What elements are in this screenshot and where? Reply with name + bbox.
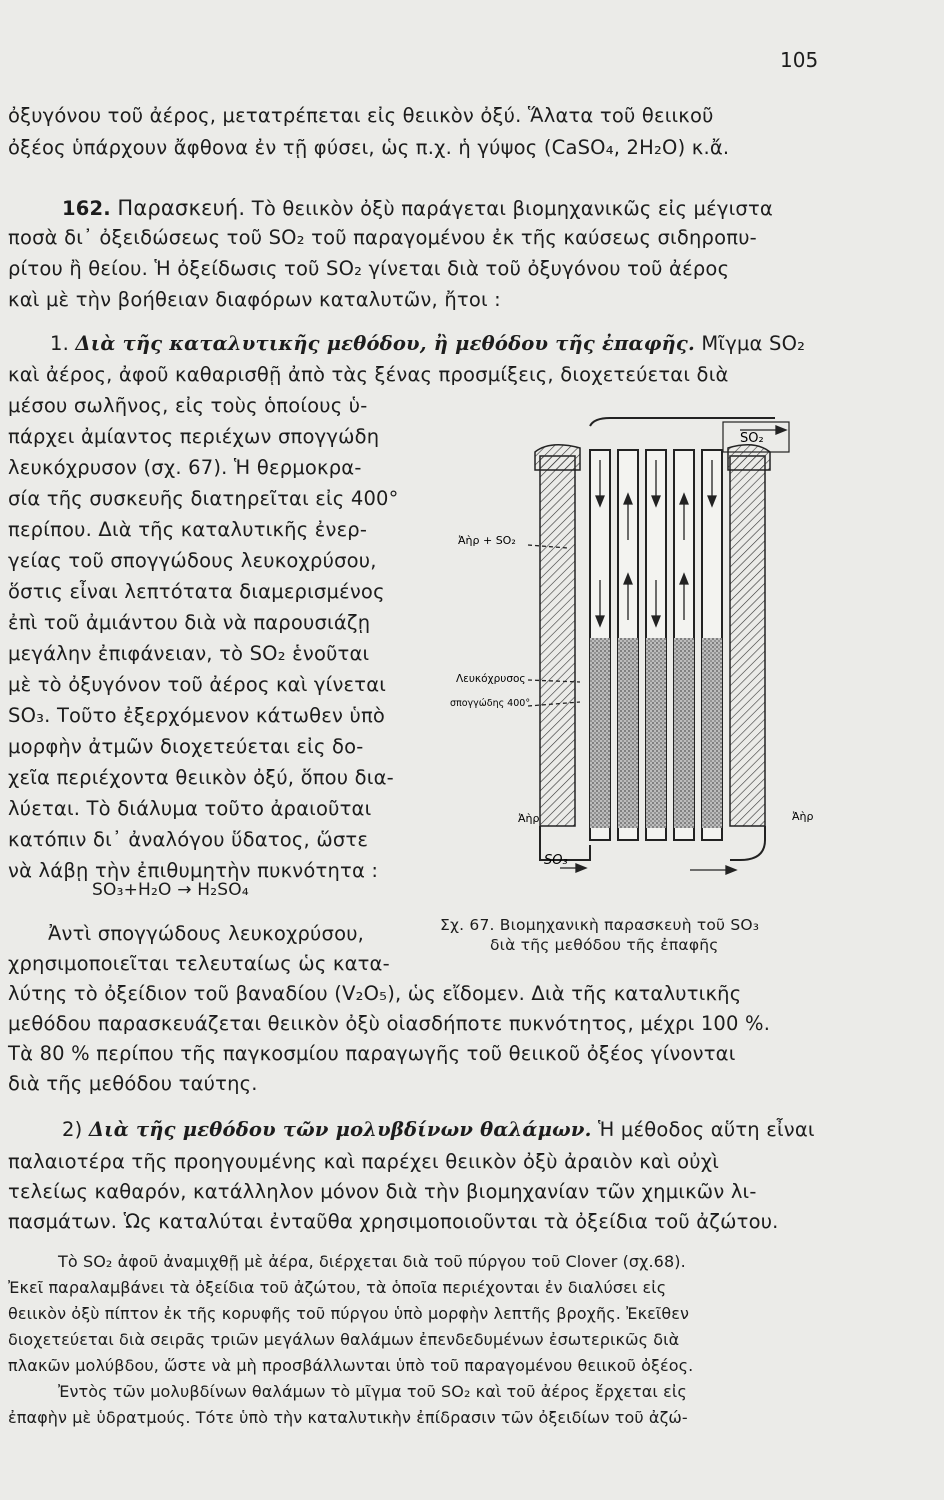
section-title: Παρασκευή. — [117, 196, 246, 220]
method2-heading-rest: Ἡ μέθοδος αὕτη εἶναι — [597, 1118, 815, 1141]
fig-label-air-left: Ἀὴρ — [518, 812, 540, 825]
method1-full-line-3: Τὰ 80 % περίπου τῆς παγκοσμίου παραγωγῆς τοῦ θειικοῦ ὀξέος γίνονται — [8, 1042, 736, 1065]
small-line-3: θειικὸν ὀξὺ πίπτον ἐκ τῆς κορυφῆς τοῦ πύργου ὑπὸ μορφὴν λεπτῆς βροχῆς. Ἐκεῖθεν — [8, 1304, 690, 1323]
method2-heading-line — [62, 1118, 815, 1141]
small-line-5: πλακῶν μολύβδου, ὥστε νὰ μὴ προσβάλλωνται ὑπὸ τοῦ παραγομένου θειικοῦ ὀξέος. — [8, 1356, 694, 1375]
method1-full-line-1: λύτης τὸ ὀξείδιον τοῦ βαναδίου (V₂O₅), ὡς εἴδομεν. Διὰ τῆς καταλυτικῆς — [8, 982, 742, 1005]
method1-narrow-line: μέσου σωλῆνος, εἰς τοὺς ὁποίους ὑ- — [8, 394, 368, 417]
figure-caption-1: Σχ. 67. Βιομηχανικὴ παρασκευὴ τοῦ SO₃ — [440, 916, 760, 934]
section-line-2: ρίτου ἢ θείου. Ἡ ὀξείδωσις τοῦ SO₂ γίνεται διὰ τοῦ ὀξυγόνου τοῦ ἀέρος — [8, 257, 730, 280]
figure-caption-2: διὰ τῆς μεθόδου τῆς ἐπαφῆς — [490, 936, 719, 954]
figure-67-apparatus — [440, 390, 840, 890]
method2-line-1: παλαιοτέρα τῆς προηγουμένης καὶ παρέχει θειικὸν ὀξὺ ἀραιὸν καὶ οὐχὶ — [8, 1150, 720, 1173]
section-line-1: ποσὰ δι᾽ ὀξειδώσεως τοῦ SO₂ τοῦ παραγομένου ἐκ τῆς καύσεως σιδηροπυ- — [8, 226, 757, 249]
method1-narrow-line: μεγάλην ἐπιφάνειαν, τὸ SO₂ ἑνοῦται — [8, 642, 370, 665]
method1-line-2: καὶ ἀέρος, ἀφοῦ καθαρισθῇ ἀπὸ τὰς ξένας προσμίξεις, διοχετεύεται διὰ — [8, 363, 729, 386]
small-line-6: Ἐντὸς τῶν μολυβδίνων θαλάμων τὸ μῖγμα τοῦ SO₂ καὶ τοῦ ἀέρος ἔρχεται εἰς — [58, 1382, 687, 1401]
equation: SO₃+H₂O → H₂SO₄ — [92, 880, 249, 900]
fig-label-air-so2: Ἀὴρ + SO₂ — [458, 534, 516, 547]
section-first-line: Τὸ θειικὸν ὀξὺ παράγεται βιομηχανικῶς εἰς μέγιστα — [251, 197, 773, 220]
section-line-3: καὶ μὲ τὴν βοήθειαν διαφόρων καταλυτῶν, ἤτοι : — [8, 288, 501, 311]
method2-line-3: πασμάτων. Ὡς καταλύται ἐνταῦθα χρησιμοποιοῦνται τὰ ὀξείδια τοῦ ἀζώτου. — [8, 1210, 779, 1233]
method1-narrow-line: χεῖα περιέχοντα θειικὸν ὀξύ, ὅπου δια- — [8, 766, 394, 789]
catalyst-tubes — [590, 450, 722, 840]
small-line-1: Τὸ SO₂ ἀφοῦ ἀναμιχθῇ μὲ ἀέρα, διέρχεται διὰ τοῦ πύργου τοῦ Clover (σχ.68). — [58, 1252, 686, 1271]
method1-after-fig-line: Ἀντὶ σπογγώδους λευκοχρύσου, — [48, 922, 365, 945]
method1-narrow-line: λύεται. Τὸ διάλυμα τοῦτο ἀραιοῦται — [8, 797, 372, 820]
method1-number: 1. — [50, 332, 70, 355]
method1-narrow-line: SO₃. Τοῦτο ἐξερχόμενον κάτωθεν ὑπὸ — [8, 704, 386, 727]
small-line-2: Ἐκεῖ παραλαμβάνει τὰ ὀξείδια τοῦ ἀζώτου, τὰ ὁποῖα περιέχονται ἐν διαλύσει εἰς — [8, 1278, 667, 1297]
fig-label-platinum-2: σπογγώδης 400° — [450, 698, 531, 709]
method1-narrow-line: περίπου. Διὰ τῆς καταλυτικῆς ἐνερ- — [8, 518, 368, 541]
method1-narrow-line: νὰ λάβῃ τὴν ἐπιθυμητὴν πυκνότητα : — [8, 859, 379, 882]
fig-label-so2: SO₂ — [740, 431, 764, 446]
method1-narrow-line: ὅστις εἶναι λεπτότατα διαμερισμένος — [8, 580, 385, 603]
fig-label-so3: SO₃ — [544, 853, 568, 868]
method1-heading-line — [50, 332, 805, 355]
intro-line-2: ὀξέος ὑπάρχουν ἄφθονα ἐν τῇ φύσει, ὡς π.χ. ἡ γύψος (CaSO₄, 2H₂O) κ.ἄ. — [8, 136, 730, 159]
method1-narrow-line: μὲ τὸ ὀξυγόνον τοῦ ἀέρος καὶ γίνεται — [8, 673, 387, 696]
method2-number: 2) — [62, 1118, 83, 1141]
method2-line-2: τελείως καθαρόν, κατάλληλον μόνον διὰ τὴν βιομηχανίαν τῶν χημικῶν λι- — [8, 1180, 757, 1203]
method1-full-line-2: μεθόδου παρασκευάζεται θειικὸν ὀξὺ οἱασδήποτε πυκνότητος, μέχρι 100 %. — [8, 1012, 771, 1035]
section-heading-line — [62, 196, 773, 220]
method1-narrow-line: γείας τοῦ σπογγώδους λευκοχρύσου, — [8, 549, 377, 572]
method1-narrow-line: κατόπιν δι᾽ ἀναλόγου ὕδατος, ὥστε — [8, 828, 369, 851]
fig-label-platinum-1: Λευκόχρυσος — [456, 673, 526, 685]
method1-heading: Διὰ τῆς καταλυτικῆς μεθόδου, ἢ μεθόδου τῆς ἐπαφῆς. — [75, 332, 695, 355]
method1-narrow-line: μορφὴν ἀτμῶν διοχετεύεται εἰς δο- — [8, 735, 364, 758]
section-number: 162. — [62, 197, 111, 220]
small-line-7: ἐπαφὴν μὲ ὑδρατμούς. Τότε ὑπὸ τὴν καταλυτικὴν ἐπίδρασιν τῶν ὀξειδίων τοῦ ἀζώ- — [8, 1408, 688, 1427]
page-number: 105 — [780, 48, 819, 72]
small-line-4: διοχετεύεται διὰ σειρᾶς τριῶν μεγάλων θαλάμων ἐπενδεδυμένων ἐσωτερικῶς διὰ — [8, 1330, 680, 1349]
method1-narrow-line: σία τῆς συσκευῆς διατηρεῖται εἰς 400° — [8, 487, 399, 510]
method1-narrow-line: ἐπὶ τοῦ ἀμιάντου διὰ νὰ παρουσιάζῃ — [8, 611, 371, 634]
method1-full-line-4: διὰ τῆς μεθόδου ταύτης. — [8, 1072, 258, 1095]
fig-label-air-right: Ἀὴρ — [792, 810, 814, 823]
method1-narrow-line: λευκόχρυσον (σχ. 67). Ἡ θερμοκρα- — [8, 456, 362, 479]
method1-narrow-line-2: χρησιμοποιεῖται τελευταίως ὡς κατα- — [8, 952, 390, 975]
method1-narrow-line: πάρχει ἀμίαντος περιέχων σπογγώδη — [8, 425, 380, 448]
intro-line-1: ὀξυγόνου τοῦ ἀέρος, μετατρέπεται εἰς θειικὸν ὀξύ. Ἅλατα τοῦ θειικοῦ — [8, 104, 714, 127]
method1-heading-rest: Μῖγμα SO₂ — [701, 332, 806, 355]
method2-heading: Διὰ τῆς μεθόδου τῶν μολυβδίνων θαλάμων. — [88, 1118, 592, 1141]
